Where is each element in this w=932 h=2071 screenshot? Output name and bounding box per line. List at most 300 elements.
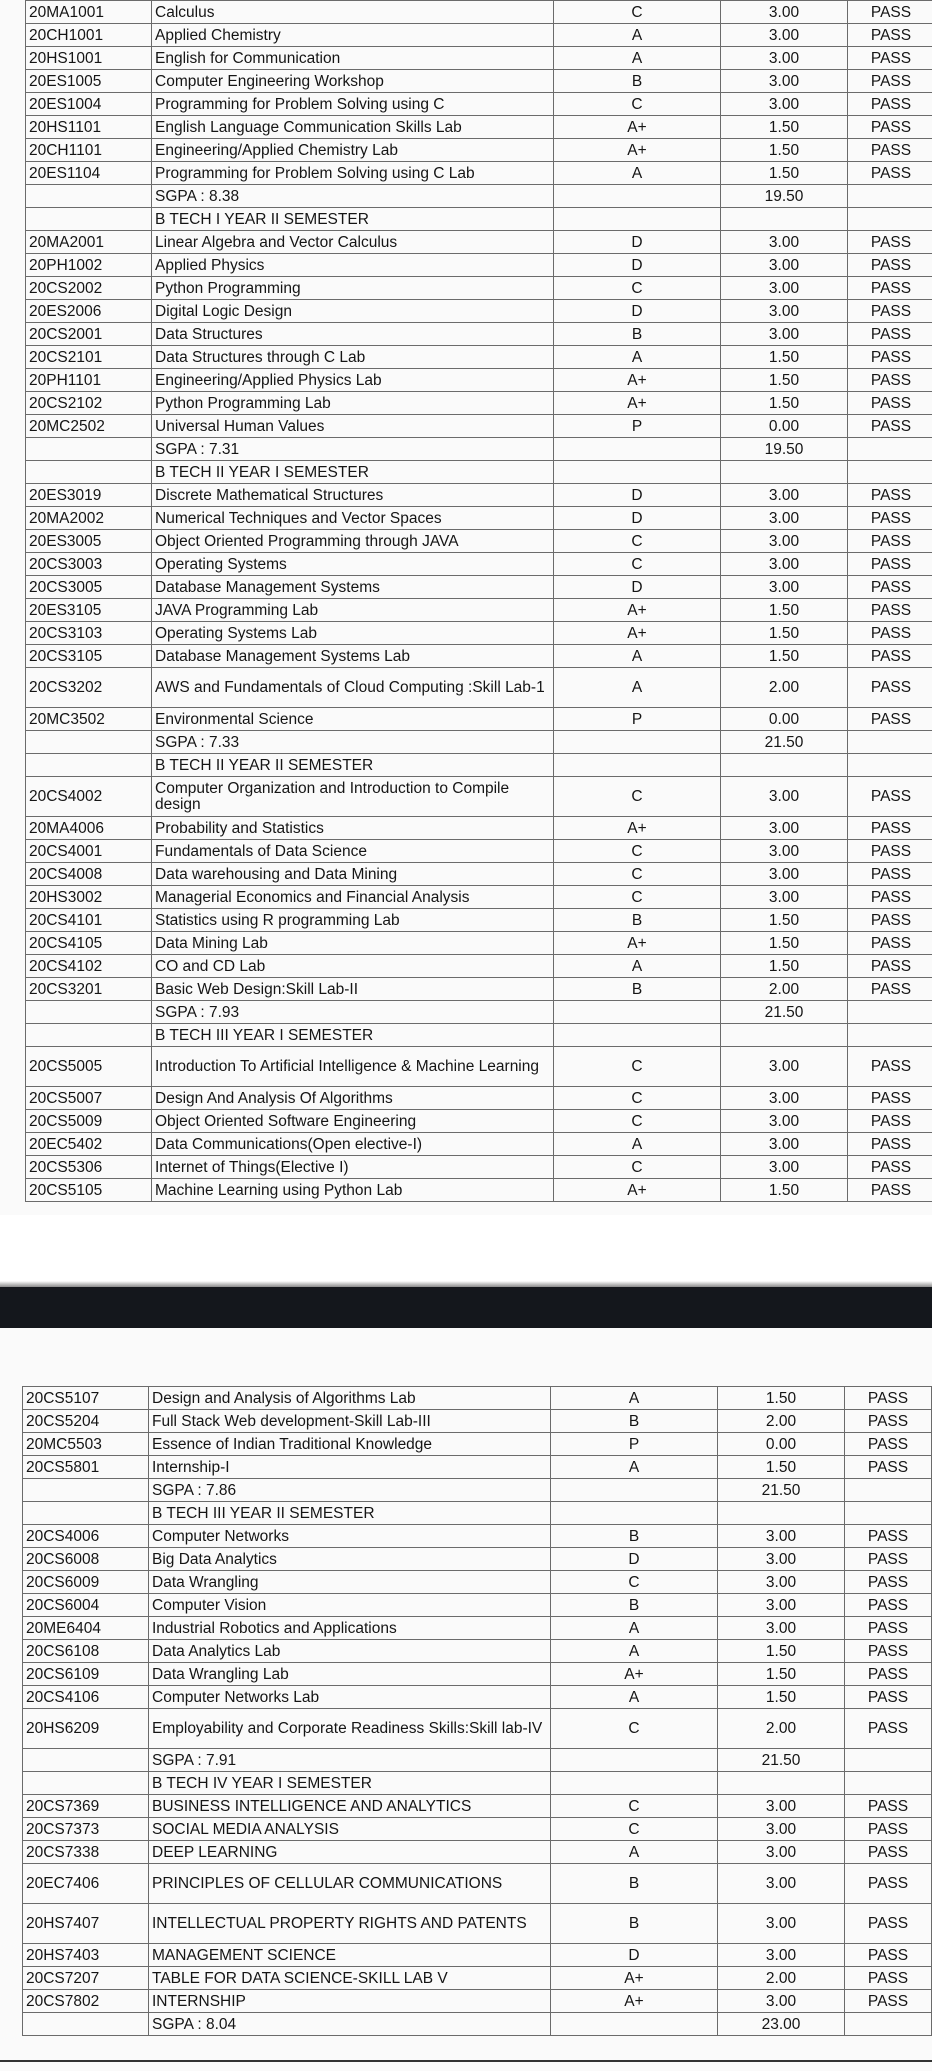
course-row [23, 1640, 932, 1663]
grades-table-bottom [22, 1386, 932, 2036]
course-code: 20MC3502 [26, 708, 152, 731]
course-grade: A [554, 668, 721, 708]
course-grade: B [551, 1410, 718, 1433]
course-row [23, 1795, 932, 1818]
course-title: Engineering/Applied Physics Lab [152, 369, 554, 392]
course-code: 20CS5009 [26, 1110, 152, 1133]
course-result: PASS [848, 277, 932, 300]
semester-title: B TECH III YEAR I SEMESTER [152, 1024, 554, 1047]
course-row [26, 47, 932, 70]
course-row [23, 1663, 932, 1686]
course-result: PASS [848, 599, 932, 622]
dark-separator [0, 1287, 932, 1328]
empty-cell [26, 438, 152, 461]
course-row [23, 1456, 932, 1479]
course-code: 20CH1001 [26, 24, 152, 47]
course-result: PASS [848, 93, 932, 116]
course-grade: C [554, 553, 721, 576]
course-code: 20CS7338 [23, 1841, 149, 1864]
course-row [26, 817, 932, 840]
course-row [26, 415, 932, 438]
course-credits: 3.00 [718, 1841, 845, 1864]
course-credits: 1.50 [721, 909, 848, 932]
semester-header-row [23, 1772, 932, 1795]
course-title: Discrete Mathematical Structures [152, 484, 554, 507]
course-result: PASS [848, 1087, 932, 1110]
semester-total-credits: 23.00 [718, 2013, 845, 2036]
course-grade: A [554, 346, 721, 369]
course-title: Programming for Problem Solving using C Lab [152, 162, 554, 185]
course-row [26, 576, 932, 599]
course-grade: A [551, 1387, 718, 1410]
course-grade: P [551, 1433, 718, 1456]
course-credits: 3.00 [721, 1087, 848, 1110]
course-title: PRINCIPLES OF CELLULAR COMMUNICATIONS [149, 1864, 551, 1904]
sgpa-label: SGPA : 7.91 [149, 1749, 551, 1772]
course-credits: 3.00 [721, 553, 848, 576]
course-title: Data Structures [152, 323, 554, 346]
course-grade: B [551, 1525, 718, 1548]
course-code: 20HS6209 [23, 1709, 149, 1749]
course-row [26, 116, 932, 139]
semester-title: B TECH III YEAR II SEMESTER [149, 1502, 551, 1525]
course-grade: P [554, 415, 721, 438]
course-credits: 3.00 [721, 70, 848, 93]
course-grade: A+ [554, 622, 721, 645]
course-code: 20CS3103 [26, 622, 152, 645]
course-code: 20CS4102 [26, 955, 152, 978]
course-row [26, 70, 932, 93]
course-result: PASS [848, 300, 932, 323]
course-code: 20CS2002 [26, 277, 152, 300]
course-credits: 3.00 [718, 1990, 845, 2013]
course-code: 20CS6009 [23, 1571, 149, 1594]
course-result: PASS [848, 645, 932, 668]
course-row [23, 1525, 932, 1548]
course-credits: 1.50 [721, 162, 848, 185]
empty-cell [551, 1479, 718, 1502]
course-credits: 3.00 [721, 300, 848, 323]
course-title: Introduction To Artificial Intelligence & Machine Learning [152, 1047, 554, 1087]
sgpa-label: SGPA : 7.33 [152, 731, 554, 754]
course-credits: 1.50 [721, 139, 848, 162]
course-result: PASS [845, 1967, 932, 1990]
empty-cell [23, 1479, 149, 1502]
course-row [26, 1047, 932, 1087]
course-code: 20ES3005 [26, 530, 152, 553]
course-credits: 3.00 [721, 1047, 848, 1087]
course-row [26, 909, 932, 932]
sgpa-row [26, 731, 932, 754]
semester-total-credits: 19.50 [721, 438, 848, 461]
course-grade: D [554, 576, 721, 599]
empty-cell [554, 438, 721, 461]
course-title: Statistics using R programming Lab [152, 909, 554, 932]
course-title: Programming for Problem Solving using C [152, 93, 554, 116]
course-credits: 3.00 [718, 1864, 845, 1904]
course-code: 20CS5007 [26, 1087, 152, 1110]
empty-cell [845, 2013, 932, 2036]
empty-cell [848, 185, 932, 208]
course-result: PASS [845, 1433, 932, 1456]
course-grade: A+ [554, 599, 721, 622]
course-grade: A [551, 1617, 718, 1640]
course-credits: 3.00 [721, 484, 848, 507]
course-credits: 1.50 [721, 932, 848, 955]
course-code: 20CS4001 [26, 840, 152, 863]
course-grade: A [554, 47, 721, 70]
course-title: Design And Analysis Of Algorithms [152, 1087, 554, 1110]
course-code: 20ES3019 [26, 484, 152, 507]
course-code: 20CS3105 [26, 645, 152, 668]
course-grade: C [551, 1571, 718, 1594]
semester-title: B TECH II YEAR I SEMESTER [152, 461, 554, 484]
course-result: PASS [848, 553, 932, 576]
course-credits: 3.00 [721, 1110, 848, 1133]
course-title: Numerical Techniques and Vector Spaces [152, 507, 554, 530]
course-title: Full Stack Web development-Skill Lab-III [149, 1410, 551, 1433]
course-row [26, 93, 932, 116]
course-row [26, 24, 932, 47]
course-row [23, 1433, 932, 1456]
course-result: PASS [848, 24, 932, 47]
course-result: PASS [848, 139, 932, 162]
course-result: PASS [845, 1617, 932, 1640]
course-result: PASS [848, 622, 932, 645]
course-row [23, 1709, 932, 1749]
course-code: 20CS5107 [23, 1387, 149, 1410]
course-grade: D [551, 1944, 718, 1967]
course-title: Linear Algebra and Vector Calculus [152, 231, 554, 254]
course-title: Fundamentals of Data Science [152, 840, 554, 863]
page-gap [0, 1215, 932, 1328]
course-credits: 2.00 [718, 1709, 845, 1749]
course-credits: 3.00 [721, 576, 848, 599]
course-result: PASS [848, 978, 932, 1001]
course-row [26, 507, 932, 530]
course-code: 20CH1101 [26, 139, 152, 162]
course-grade: B [551, 1864, 718, 1904]
course-title: Internet of Things(Elective I) [152, 1156, 554, 1179]
course-title: Digital Logic Design [152, 300, 554, 323]
course-row [26, 932, 932, 955]
course-title: Operating Systems [152, 553, 554, 576]
empty-cell [554, 1024, 721, 1047]
course-code: 20HS1001 [26, 47, 152, 70]
sgpa-label: SGPA : 8.04 [149, 2013, 551, 2036]
course-credits: 3.00 [718, 1571, 845, 1594]
course-code: 20ES3105 [26, 599, 152, 622]
course-code: 20HS1101 [26, 116, 152, 139]
course-grade: A+ [554, 817, 721, 840]
course-result: PASS [848, 346, 932, 369]
course-code: 20MA2002 [26, 507, 152, 530]
course-result: PASS [848, 1179, 932, 1202]
course-code: 20CS7802 [23, 1990, 149, 2013]
course-grade: A [551, 1456, 718, 1479]
course-grade: A [551, 1686, 718, 1709]
sgpa-label: SGPA : 7.93 [152, 1001, 554, 1024]
course-credits: 3.00 [721, 777, 848, 817]
course-credits: 3.00 [721, 507, 848, 530]
course-title: Data Analytics Lab [149, 1640, 551, 1663]
course-result: PASS [848, 668, 932, 708]
semester-title: B TECH I YEAR II SEMESTER [152, 208, 554, 231]
course-row [23, 1617, 932, 1640]
course-row [26, 886, 932, 909]
course-grade: A+ [554, 116, 721, 139]
course-credits: 3.00 [721, 1156, 848, 1179]
course-result: PASS [848, 1047, 932, 1087]
course-credits: 3.00 [721, 93, 848, 116]
course-result: PASS [845, 1990, 932, 2013]
course-code: 20MA4006 [26, 817, 152, 840]
course-title: Internship-I [149, 1456, 551, 1479]
course-credits: 3.00 [718, 1795, 845, 1818]
course-code: 20CS3202 [26, 668, 152, 708]
course-code: 20EC7406 [23, 1864, 149, 1904]
course-grade: C [551, 1818, 718, 1841]
course-code: 20CS6108 [23, 1640, 149, 1663]
course-row [23, 1904, 932, 1944]
course-credits: 1.50 [721, 369, 848, 392]
course-credits: 1.50 [718, 1640, 845, 1663]
course-code: 20HS3002 [26, 886, 152, 909]
course-code: 20CS6109 [23, 1663, 149, 1686]
course-row [26, 645, 932, 668]
empty-cell [848, 754, 932, 777]
course-result: PASS [848, 70, 932, 93]
course-title: Employability and Corporate Readiness Skills:Skill lab-IV [149, 1709, 551, 1749]
course-grade: B [554, 70, 721, 93]
course-title: Applied Chemistry [152, 24, 554, 47]
empty-cell [551, 1772, 718, 1795]
course-title: Machine Learning using Python Lab [152, 1179, 554, 1202]
course-row [26, 599, 932, 622]
course-row [26, 254, 932, 277]
course-row [23, 1571, 932, 1594]
course-title: Design and Analysis of Algorithms Lab [149, 1387, 551, 1410]
course-credits: 1.50 [721, 599, 848, 622]
course-grade: C [554, 277, 721, 300]
course-title: Data Wrangling [149, 1571, 551, 1594]
course-credits: 1.50 [721, 346, 848, 369]
course-result: PASS [848, 840, 932, 863]
semester-header-row [26, 208, 932, 231]
course-grade: D [554, 484, 721, 507]
course-grade: C [554, 1110, 721, 1133]
course-title: Database Management Systems Lab [152, 645, 554, 668]
course-row [26, 1, 932, 24]
course-title: Computer Organization and Introduction to Compile design [152, 777, 554, 817]
sgpa-label: SGPA : 7.31 [152, 438, 554, 461]
course-row [26, 777, 932, 817]
course-code: 20MC2502 [26, 415, 152, 438]
course-code: 20CS4002 [26, 777, 152, 817]
course-grade: A [554, 955, 721, 978]
course-grade: C [551, 1709, 718, 1749]
course-credits: 3.00 [721, 47, 848, 70]
course-grade: C [554, 1, 721, 24]
course-result: PASS [845, 1709, 932, 1749]
course-code: 20PH1101 [26, 369, 152, 392]
course-grade: B [551, 1904, 718, 1944]
course-row [26, 277, 932, 300]
course-title: DEEP LEARNING [149, 1841, 551, 1864]
empty-cell [551, 1749, 718, 1772]
course-grade: A+ [554, 1179, 721, 1202]
course-code: 20CS5204 [23, 1410, 149, 1433]
course-code: 20HS7403 [23, 1944, 149, 1967]
course-title: AWS and Fundamentals of Cloud Computing :Skill Lab-1 [152, 668, 554, 708]
course-title: Industrial Robotics and Applications [149, 1617, 551, 1640]
course-title: Computer Networks [149, 1525, 551, 1548]
course-code: 20MA1001 [26, 1, 152, 24]
course-credits: 1.50 [721, 622, 848, 645]
semester-title: B TECH II YEAR II SEMESTER [152, 754, 554, 777]
course-title: Probability and Statistics [152, 817, 554, 840]
course-row [23, 1841, 932, 1864]
course-grade: C [554, 886, 721, 909]
empty-cell [848, 208, 932, 231]
course-grade: D [554, 231, 721, 254]
course-title: Environmental Science [152, 708, 554, 731]
course-result: PASS [848, 231, 932, 254]
course-code: 20CS2001 [26, 323, 152, 346]
course-code: 20CS7373 [23, 1818, 149, 1841]
course-credits: 3.00 [721, 231, 848, 254]
course-row [23, 1818, 932, 1841]
empty-cell [26, 1024, 152, 1047]
course-grade: A [554, 1133, 721, 1156]
course-grade: A+ [554, 369, 721, 392]
course-title: SOCIAL MEDIA ANALYSIS [149, 1818, 551, 1841]
semester-total-credits: 21.50 [721, 1001, 848, 1024]
course-code: 20ME6404 [23, 1617, 149, 1640]
course-credits: 3.00 [718, 1904, 845, 1944]
course-row [23, 1686, 932, 1709]
course-grade: P [554, 708, 721, 731]
course-result: PASS [848, 777, 932, 817]
course-row [26, 553, 932, 576]
empty-cell [848, 1001, 932, 1024]
course-credits: 3.00 [721, 1, 848, 24]
course-grade: A [554, 24, 721, 47]
course-title: Data Communications(Open elective-I) [152, 1133, 554, 1156]
course-title: Big Data Analytics [149, 1548, 551, 1571]
course-result: PASS [845, 1525, 932, 1548]
course-row [26, 162, 932, 185]
course-grade: C [554, 93, 721, 116]
course-grade: D [554, 507, 721, 530]
sgpa-row [26, 438, 932, 461]
course-code: 20CS5801 [23, 1456, 149, 1479]
semester-title: B TECH IV YEAR I SEMESTER [149, 1772, 551, 1795]
course-grade: A+ [554, 932, 721, 955]
course-result: PASS [848, 415, 932, 438]
course-row [26, 300, 932, 323]
sgpa-label: SGPA : 7.86 [149, 1479, 551, 1502]
course-result: PASS [848, 576, 932, 599]
course-code: 20CS4101 [26, 909, 152, 932]
course-grade: C [554, 840, 721, 863]
course-grade: A [551, 1640, 718, 1663]
course-result: PASS [848, 47, 932, 70]
course-result: PASS [848, 116, 932, 139]
empty-cell [721, 461, 848, 484]
course-credits: 3.00 [721, 817, 848, 840]
course-row [26, 346, 932, 369]
course-result: PASS [845, 1410, 932, 1433]
course-grade: A [554, 162, 721, 185]
course-row [23, 1410, 932, 1433]
empty-cell [554, 1001, 721, 1024]
empty-cell [721, 754, 848, 777]
course-row [26, 1133, 932, 1156]
course-grade: C [554, 863, 721, 886]
empty-cell [26, 208, 152, 231]
course-title: English Language Communication Skills Lab [152, 116, 554, 139]
course-result: PASS [845, 1686, 932, 1709]
course-credits: 3.00 [721, 863, 848, 886]
course-result: PASS [848, 1110, 932, 1133]
course-credits: 3.00 [721, 24, 848, 47]
course-title: Data Structures through C Lab [152, 346, 554, 369]
course-code: 20CS5005 [26, 1047, 152, 1087]
course-code: 20CS4106 [23, 1686, 149, 1709]
empty-cell [848, 461, 932, 484]
empty-cell [23, 1749, 149, 1772]
course-row [26, 369, 932, 392]
course-grade: B [554, 978, 721, 1001]
course-result: PASS [845, 1841, 932, 1864]
course-title: JAVA Programming Lab [152, 599, 554, 622]
course-grade: D [554, 254, 721, 277]
course-code: 20CS3003 [26, 553, 152, 576]
course-code: 20CS2101 [26, 346, 152, 369]
course-code: 20CS4105 [26, 932, 152, 955]
course-title: Computer Vision [149, 1594, 551, 1617]
course-row [26, 978, 932, 1001]
sgpa-row [23, 1749, 932, 1772]
course-credits: 1.50 [721, 955, 848, 978]
course-row [26, 484, 932, 507]
empty-cell [26, 461, 152, 484]
course-result: PASS [845, 1640, 932, 1663]
course-result: PASS [848, 886, 932, 909]
course-result: PASS [848, 955, 932, 978]
course-credits: 2.00 [721, 668, 848, 708]
course-result: PASS [845, 1456, 932, 1479]
empty-cell [845, 1479, 932, 1502]
course-result: PASS [845, 1864, 932, 1904]
course-code: 20CS4006 [23, 1525, 149, 1548]
course-code: 20CS7207 [23, 1967, 149, 1990]
course-credits: 3.00 [721, 254, 848, 277]
course-code: 20CS2102 [26, 392, 152, 415]
empty-cell [554, 461, 721, 484]
course-code: 20ES1005 [26, 70, 152, 93]
course-result: PASS [848, 484, 932, 507]
empty-cell [554, 754, 721, 777]
course-credits: 1.50 [721, 1179, 848, 1202]
course-row [26, 530, 932, 553]
course-title: Data warehousing and Data Mining [152, 863, 554, 886]
course-title: CO and CD Lab [152, 955, 554, 978]
course-result: PASS [848, 507, 932, 530]
course-result: PASS [848, 708, 932, 731]
course-grade: C [554, 1156, 721, 1179]
